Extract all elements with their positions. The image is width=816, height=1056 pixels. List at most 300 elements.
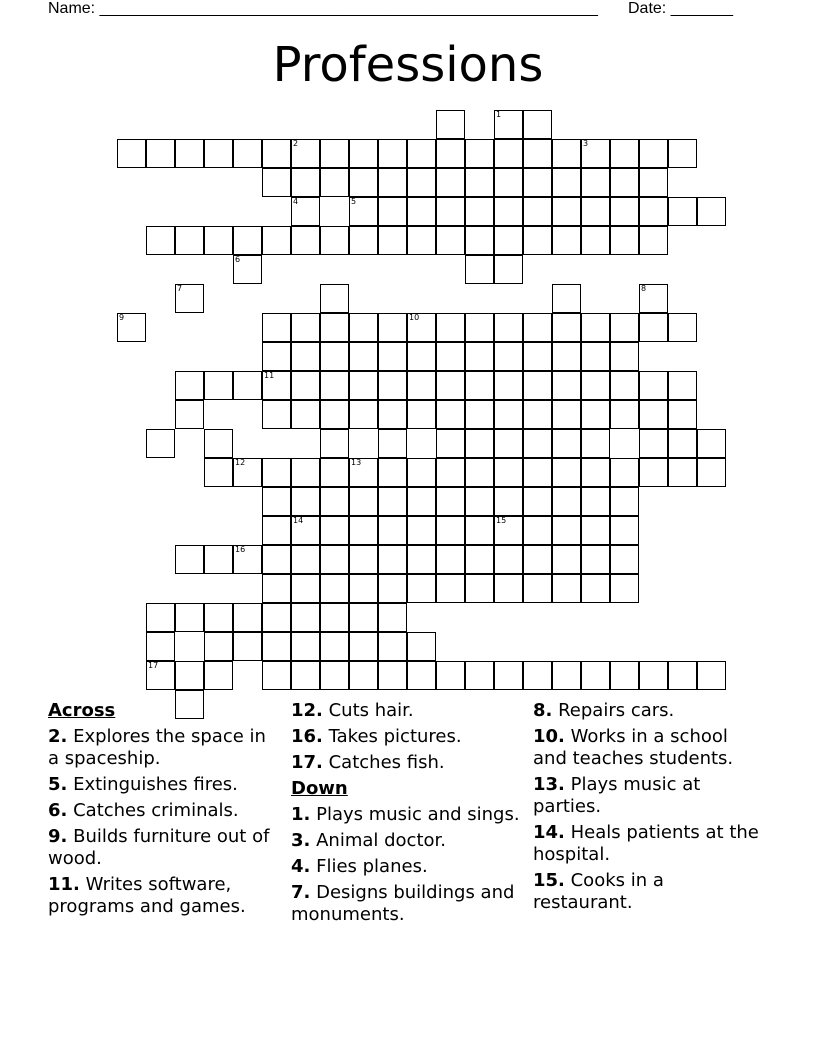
grid-cell[interactable] <box>523 545 552 574</box>
grid-cell[interactable] <box>262 400 291 429</box>
grid-cell[interactable] <box>494 255 523 284</box>
grid-cell[interactable] <box>610 661 639 690</box>
grid-cell[interactable] <box>233 545 262 574</box>
grid-cell[interactable] <box>552 313 581 342</box>
grid-cell[interactable] <box>436 139 465 168</box>
grid-cell[interactable] <box>349 545 378 574</box>
grid-cell[interactable] <box>320 429 349 458</box>
grid-cell[interactable] <box>436 226 465 255</box>
grid-cell[interactable] <box>233 371 262 400</box>
grid-cell[interactable] <box>378 197 407 226</box>
grid-cell[interactable] <box>320 371 349 400</box>
grid-cell[interactable] <box>552 574 581 603</box>
grid-cell[interactable] <box>639 429 668 458</box>
clue-item-text: Cooks in a restaurant. <box>533 870 664 913</box>
clue-item-text: Extinguishes fires. <box>67 774 238 795</box>
grid-cell[interactable] <box>291 197 320 226</box>
grid-cell[interactable] <box>668 429 697 458</box>
grid-cell[interactable] <box>349 574 378 603</box>
grid-cell[interactable] <box>175 661 204 690</box>
grid-cell[interactable] <box>581 168 610 197</box>
grid-cell[interactable] <box>581 342 610 371</box>
grid-cell[interactable] <box>494 574 523 603</box>
grid-cell[interactable] <box>465 487 494 516</box>
grid-cell[interactable] <box>262 226 291 255</box>
grid-cell[interactable] <box>494 487 523 516</box>
grid-cell[interactable] <box>552 516 581 545</box>
grid-cell[interactable] <box>610 487 639 516</box>
grid-cell[interactable] <box>610 342 639 371</box>
grid-cell[interactable] <box>204 139 233 168</box>
grid-cell[interactable] <box>262 574 291 603</box>
grid-cell[interactable] <box>320 487 349 516</box>
grid-cell[interactable] <box>465 429 494 458</box>
grid-cell[interactable] <box>668 139 697 168</box>
grid-cell[interactable] <box>639 226 668 255</box>
grid-cell[interactable] <box>552 661 581 690</box>
grid-cell[interactable] <box>320 342 349 371</box>
grid-cell[interactable] <box>465 371 494 400</box>
grid-cell[interactable] <box>320 516 349 545</box>
grid-cell[interactable] <box>262 516 291 545</box>
grid-cell[interactable] <box>320 661 349 690</box>
grid-cell[interactable] <box>668 458 697 487</box>
grid-cell[interactable] <box>204 429 233 458</box>
grid-cell[interactable] <box>552 458 581 487</box>
grid-cell[interactable] <box>407 168 436 197</box>
grid-cell[interactable] <box>639 139 668 168</box>
grid-cell[interactable] <box>233 255 262 284</box>
grid-cell[interactable] <box>465 545 494 574</box>
grid-cell[interactable] <box>378 661 407 690</box>
grid-cell[interactable] <box>668 313 697 342</box>
grid-cell[interactable] <box>639 313 668 342</box>
clue-item-text: Explores the space in a spaceship. <box>48 726 266 769</box>
grid-cell[interactable] <box>523 400 552 429</box>
grid-cell[interactable] <box>639 371 668 400</box>
grid-cell[interactable] <box>407 313 436 342</box>
grid-cell[interactable] <box>117 313 146 342</box>
clue-item-text: Flies planes. <box>310 856 428 877</box>
grid-cell[interactable] <box>378 139 407 168</box>
grid-cell[interactable] <box>523 574 552 603</box>
grid-cell[interactable] <box>523 458 552 487</box>
grid-cell[interactable] <box>581 661 610 690</box>
grid-cell[interactable] <box>378 516 407 545</box>
clue-number: 7 <box>177 284 183 293</box>
grid-cell[interactable] <box>291 168 320 197</box>
grid-cell[interactable] <box>697 661 726 690</box>
grid-cell[interactable] <box>320 226 349 255</box>
grid-cell[interactable] <box>291 226 320 255</box>
grid-cell[interactable] <box>262 661 291 690</box>
grid-cell[interactable] <box>146 226 175 255</box>
grid-cell[interactable] <box>581 429 610 458</box>
clue-item-number: 16. <box>291 726 323 747</box>
grid-cell[interactable] <box>581 545 610 574</box>
grid-cell[interactable] <box>407 574 436 603</box>
grid-cell[interactable] <box>494 342 523 371</box>
grid-cell[interactable] <box>407 226 436 255</box>
grid-cell[interactable] <box>291 603 320 632</box>
clue-number: 17 <box>148 661 159 670</box>
grid-cell[interactable] <box>407 545 436 574</box>
grid-cell[interactable] <box>552 197 581 226</box>
grid-cell[interactable] <box>349 168 378 197</box>
grid-cell[interactable] <box>523 516 552 545</box>
grid-cell[interactable] <box>523 371 552 400</box>
grid-cell[interactable] <box>146 139 175 168</box>
clue-number: 15 <box>496 516 507 525</box>
grid-cell[interactable] <box>233 139 262 168</box>
clue-column-1 <box>48 700 280 922</box>
grid-cell[interactable] <box>436 342 465 371</box>
grid-cell[interactable] <box>146 603 175 632</box>
grid-cell[interactable] <box>436 458 465 487</box>
grid-cell[interactable] <box>639 458 668 487</box>
grid-cell[interactable] <box>581 487 610 516</box>
grid-cell[interactable] <box>291 371 320 400</box>
grid-cell[interactable] <box>639 197 668 226</box>
grid-cell[interactable] <box>378 226 407 255</box>
grid-cell[interactable] <box>378 632 407 661</box>
grid-cell[interactable] <box>175 284 204 313</box>
grid-cell[interactable] <box>436 168 465 197</box>
grid-cell[interactable] <box>610 197 639 226</box>
grid-cell[interactable] <box>697 197 726 226</box>
grid-cell[interactable] <box>262 139 291 168</box>
grid-cell[interactable] <box>407 197 436 226</box>
grid-cell[interactable] <box>204 661 233 690</box>
grid-cell[interactable] <box>262 168 291 197</box>
grid-cell[interactable] <box>146 632 175 661</box>
grid-cell[interactable] <box>552 284 581 313</box>
grid-cell[interactable] <box>291 313 320 342</box>
clue-item-text: Catches criminals. <box>67 800 239 821</box>
clue-item <box>48 726 280 770</box>
clue-item <box>48 774 280 796</box>
grid-cell[interactable] <box>523 168 552 197</box>
grid-cell[interactable] <box>465 313 494 342</box>
grid-cell[interactable] <box>610 226 639 255</box>
grid-cell[interactable] <box>349 226 378 255</box>
grid-cell[interactable] <box>349 516 378 545</box>
grid-cell[interactable] <box>320 545 349 574</box>
grid-cell[interactable] <box>378 603 407 632</box>
grid-cell[interactable] <box>175 603 204 632</box>
grid-cell[interactable] <box>436 400 465 429</box>
clue-item <box>48 826 280 870</box>
grid-cell[interactable] <box>610 458 639 487</box>
grid-cell[interactable] <box>407 458 436 487</box>
grid-cell[interactable] <box>407 371 436 400</box>
grid-cell[interactable] <box>320 574 349 603</box>
grid-cell[interactable] <box>291 545 320 574</box>
grid-cell[interactable] <box>349 458 378 487</box>
grid-cell[interactable] <box>262 313 291 342</box>
grid-cell[interactable] <box>465 400 494 429</box>
grid-cell[interactable] <box>262 545 291 574</box>
grid-cell[interactable] <box>436 313 465 342</box>
grid-cell[interactable] <box>639 661 668 690</box>
grid-cell[interactable] <box>610 313 639 342</box>
grid-cell[interactable] <box>378 458 407 487</box>
grid-cell[interactable] <box>436 197 465 226</box>
grid-cell[interactable] <box>581 139 610 168</box>
grid-cell[interactable] <box>552 371 581 400</box>
grid-cell[interactable] <box>349 603 378 632</box>
grid-cell[interactable] <box>436 487 465 516</box>
grid-cell[interactable] <box>697 458 726 487</box>
grid-cell[interactable] <box>291 342 320 371</box>
grid-cell[interactable] <box>204 632 233 661</box>
grid-cell[interactable] <box>552 545 581 574</box>
grid-cell[interactable] <box>117 139 146 168</box>
grid-cell[interactable] <box>407 632 436 661</box>
grid-cell[interactable] <box>639 168 668 197</box>
grid-cell[interactable] <box>291 458 320 487</box>
grid-cell[interactable] <box>581 226 610 255</box>
grid-cell[interactable] <box>175 226 204 255</box>
grid-cell[interactable] <box>581 458 610 487</box>
grid-cell[interactable] <box>494 371 523 400</box>
grid-cell[interactable] <box>262 371 291 400</box>
grid-cell[interactable] <box>291 574 320 603</box>
clue-item <box>291 830 523 852</box>
grid-cell[interactable] <box>320 632 349 661</box>
clue-number: 10 <box>409 313 420 322</box>
grid-cell[interactable] <box>465 139 494 168</box>
grid-cell[interactable] <box>349 342 378 371</box>
grid-cell[interactable] <box>175 139 204 168</box>
grid-cell[interactable] <box>465 197 494 226</box>
grid-cell[interactable] <box>436 429 465 458</box>
grid-cell[interactable] <box>668 197 697 226</box>
page-title: Professions <box>272 37 544 93</box>
grid-cell[interactable] <box>407 661 436 690</box>
grid-cell[interactable] <box>465 661 494 690</box>
grid-cell[interactable] <box>146 429 175 458</box>
grid-cell[interactable] <box>262 603 291 632</box>
clue-item-number: 15. <box>533 870 565 891</box>
grid-cell[interactable] <box>465 574 494 603</box>
grid-cell[interactable] <box>552 342 581 371</box>
grid-cell[interactable] <box>697 429 726 458</box>
grid-cell[interactable] <box>523 197 552 226</box>
grid-cell[interactable] <box>494 139 523 168</box>
grid-cell[interactable] <box>175 400 204 429</box>
grid-cell[interactable] <box>349 661 378 690</box>
grid-cell[interactable] <box>320 603 349 632</box>
grid-cell[interactable] <box>668 661 697 690</box>
grid-cell[interactable] <box>436 545 465 574</box>
grid-cell[interactable] <box>378 168 407 197</box>
clue-column-3 <box>533 700 765 918</box>
grid-cell[interactable] <box>552 429 581 458</box>
grid-cell[interactable] <box>465 255 494 284</box>
grid-cell[interactable] <box>523 342 552 371</box>
clue-item <box>48 874 280 918</box>
grid-cell[interactable] <box>378 342 407 371</box>
grid-cell[interactable] <box>204 226 233 255</box>
grid-cell[interactable] <box>291 661 320 690</box>
clue-item-text: Plays music at parties. <box>533 774 701 817</box>
grid-cell[interactable] <box>146 661 175 690</box>
grid-cell[interactable] <box>291 632 320 661</box>
grid-cell[interactable] <box>378 313 407 342</box>
grid-cell[interactable] <box>494 197 523 226</box>
grid-cell[interactable] <box>610 545 639 574</box>
grid-cell[interactable] <box>523 429 552 458</box>
grid-cell[interactable] <box>610 371 639 400</box>
grid-cell[interactable] <box>552 400 581 429</box>
grid-cell[interactable] <box>436 661 465 690</box>
clue-item <box>533 726 765 770</box>
grid-cell[interactable] <box>320 168 349 197</box>
grid-cell[interactable] <box>378 400 407 429</box>
grid-cell[interactable] <box>494 545 523 574</box>
grid-cell[interactable] <box>494 516 523 545</box>
grid-cell[interactable] <box>407 487 436 516</box>
grid-cell[interactable] <box>668 371 697 400</box>
clue-item-number: 2. <box>48 726 68 747</box>
grid-cell[interactable] <box>610 574 639 603</box>
grid-cell[interactable] <box>494 226 523 255</box>
grid-cell[interactable] <box>262 342 291 371</box>
clue-item-text: Designs buildings and monuments. <box>291 882 515 925</box>
grid-cell[interactable] <box>581 197 610 226</box>
grid-cell[interactable] <box>204 545 233 574</box>
grid-cell[interactable] <box>233 458 262 487</box>
grid-cell[interactable] <box>465 168 494 197</box>
grid-cell[interactable] <box>378 429 407 458</box>
grid-cell[interactable] <box>262 458 291 487</box>
grid-cell[interactable] <box>668 400 697 429</box>
grid-cell[interactable] <box>233 603 262 632</box>
grid-cell[interactable] <box>436 371 465 400</box>
grid-cell[interactable] <box>204 371 233 400</box>
grid-cell[interactable] <box>523 226 552 255</box>
grid-cell[interactable] <box>610 139 639 168</box>
grid-cell[interactable] <box>465 458 494 487</box>
grid-cell[interactable] <box>523 313 552 342</box>
clue-number: 13 <box>351 458 362 467</box>
grid-cell[interactable] <box>291 487 320 516</box>
grid-cell[interactable] <box>494 661 523 690</box>
grid-cell[interactable] <box>204 603 233 632</box>
grid-cell[interactable] <box>610 168 639 197</box>
grid-cell[interactable] <box>494 110 523 139</box>
grid-cell[interactable] <box>175 545 204 574</box>
grid-cell[interactable] <box>523 139 552 168</box>
grid-cell[interactable] <box>378 371 407 400</box>
grid-cell[interactable] <box>494 313 523 342</box>
grid-cell[interactable] <box>552 487 581 516</box>
grid-cell[interactable] <box>639 284 668 313</box>
clue-item-text: Repairs cars. <box>552 700 675 721</box>
grid-cell[interactable] <box>494 400 523 429</box>
clue-item-number: 1. <box>291 804 311 825</box>
grid-cell[interactable] <box>320 458 349 487</box>
clue-item-text: Heals patients at the hospital. <box>533 822 759 865</box>
grid-cell[interactable] <box>581 400 610 429</box>
grid-cell[interactable] <box>436 110 465 139</box>
grid-cell[interactable] <box>320 313 349 342</box>
section-heading: Down <box>291 778 348 799</box>
clue-item-number: 7. <box>291 882 311 903</box>
grid-cell[interactable] <box>233 226 262 255</box>
grid-cell[interactable] <box>349 313 378 342</box>
grid-cell[interactable] <box>378 545 407 574</box>
grid-cell[interactable] <box>494 458 523 487</box>
grid-cell[interactable] <box>523 487 552 516</box>
grid-cell[interactable] <box>523 110 552 139</box>
grid-cell[interactable] <box>581 516 610 545</box>
grid-cell[interactable] <box>581 371 610 400</box>
grid-cell[interactable] <box>407 342 436 371</box>
grid-cell[interactable] <box>320 400 349 429</box>
grid-cell[interactable] <box>378 574 407 603</box>
grid-cell[interactable] <box>262 632 291 661</box>
clue-number: 16 <box>235 545 246 554</box>
grid-cell[interactable] <box>349 400 378 429</box>
grid-cell[interactable] <box>349 487 378 516</box>
grid-cell[interactable] <box>320 284 349 313</box>
grid-cell[interactable] <box>349 197 378 226</box>
grid-cell[interactable] <box>610 400 639 429</box>
grid-cell[interactable] <box>175 371 204 400</box>
grid-cell[interactable] <box>436 516 465 545</box>
grid-cell[interactable] <box>581 313 610 342</box>
clue-item-text: Builds furniture out of wood. <box>48 826 270 869</box>
grid-cell[interactable] <box>349 139 378 168</box>
grid-cell[interactable] <box>436 574 465 603</box>
grid-cell[interactable] <box>465 226 494 255</box>
grid-cell[interactable] <box>581 574 610 603</box>
grid-cell[interactable] <box>233 632 262 661</box>
grid-cell[interactable] <box>523 661 552 690</box>
grid-cell[interactable] <box>204 458 233 487</box>
grid-cell[interactable] <box>291 139 320 168</box>
grid-cell[interactable] <box>494 429 523 458</box>
grid-cell[interactable] <box>465 342 494 371</box>
clue-item <box>533 870 765 914</box>
grid-cell[interactable] <box>320 139 349 168</box>
grid-cell[interactable] <box>552 168 581 197</box>
clue-number: 6 <box>235 255 241 264</box>
grid-cell[interactable] <box>262 487 291 516</box>
grid-cell[interactable] <box>610 516 639 545</box>
grid-cell[interactable] <box>465 516 494 545</box>
clue-item-number: 17. <box>291 752 323 773</box>
clue-number: 9 <box>119 313 125 322</box>
grid-cell[interactable] <box>291 516 320 545</box>
clue-item-number: 14. <box>533 822 565 843</box>
clue-item-number: 6. <box>48 800 68 821</box>
grid-cell[interactable] <box>407 139 436 168</box>
grid-cell[interactable] <box>407 516 436 545</box>
grid-cell[interactable] <box>494 168 523 197</box>
grid-cell[interactable] <box>639 400 668 429</box>
grid-cell[interactable] <box>407 400 436 429</box>
name-label: Name: ________________________________________________________ <box>48 0 598 17</box>
grid-cell[interactable] <box>378 487 407 516</box>
grid-cell[interactable] <box>552 139 581 168</box>
grid-cell[interactable] <box>552 226 581 255</box>
grid-cell[interactable] <box>291 400 320 429</box>
grid-cell[interactable] <box>349 371 378 400</box>
grid-cell[interactable] <box>349 632 378 661</box>
